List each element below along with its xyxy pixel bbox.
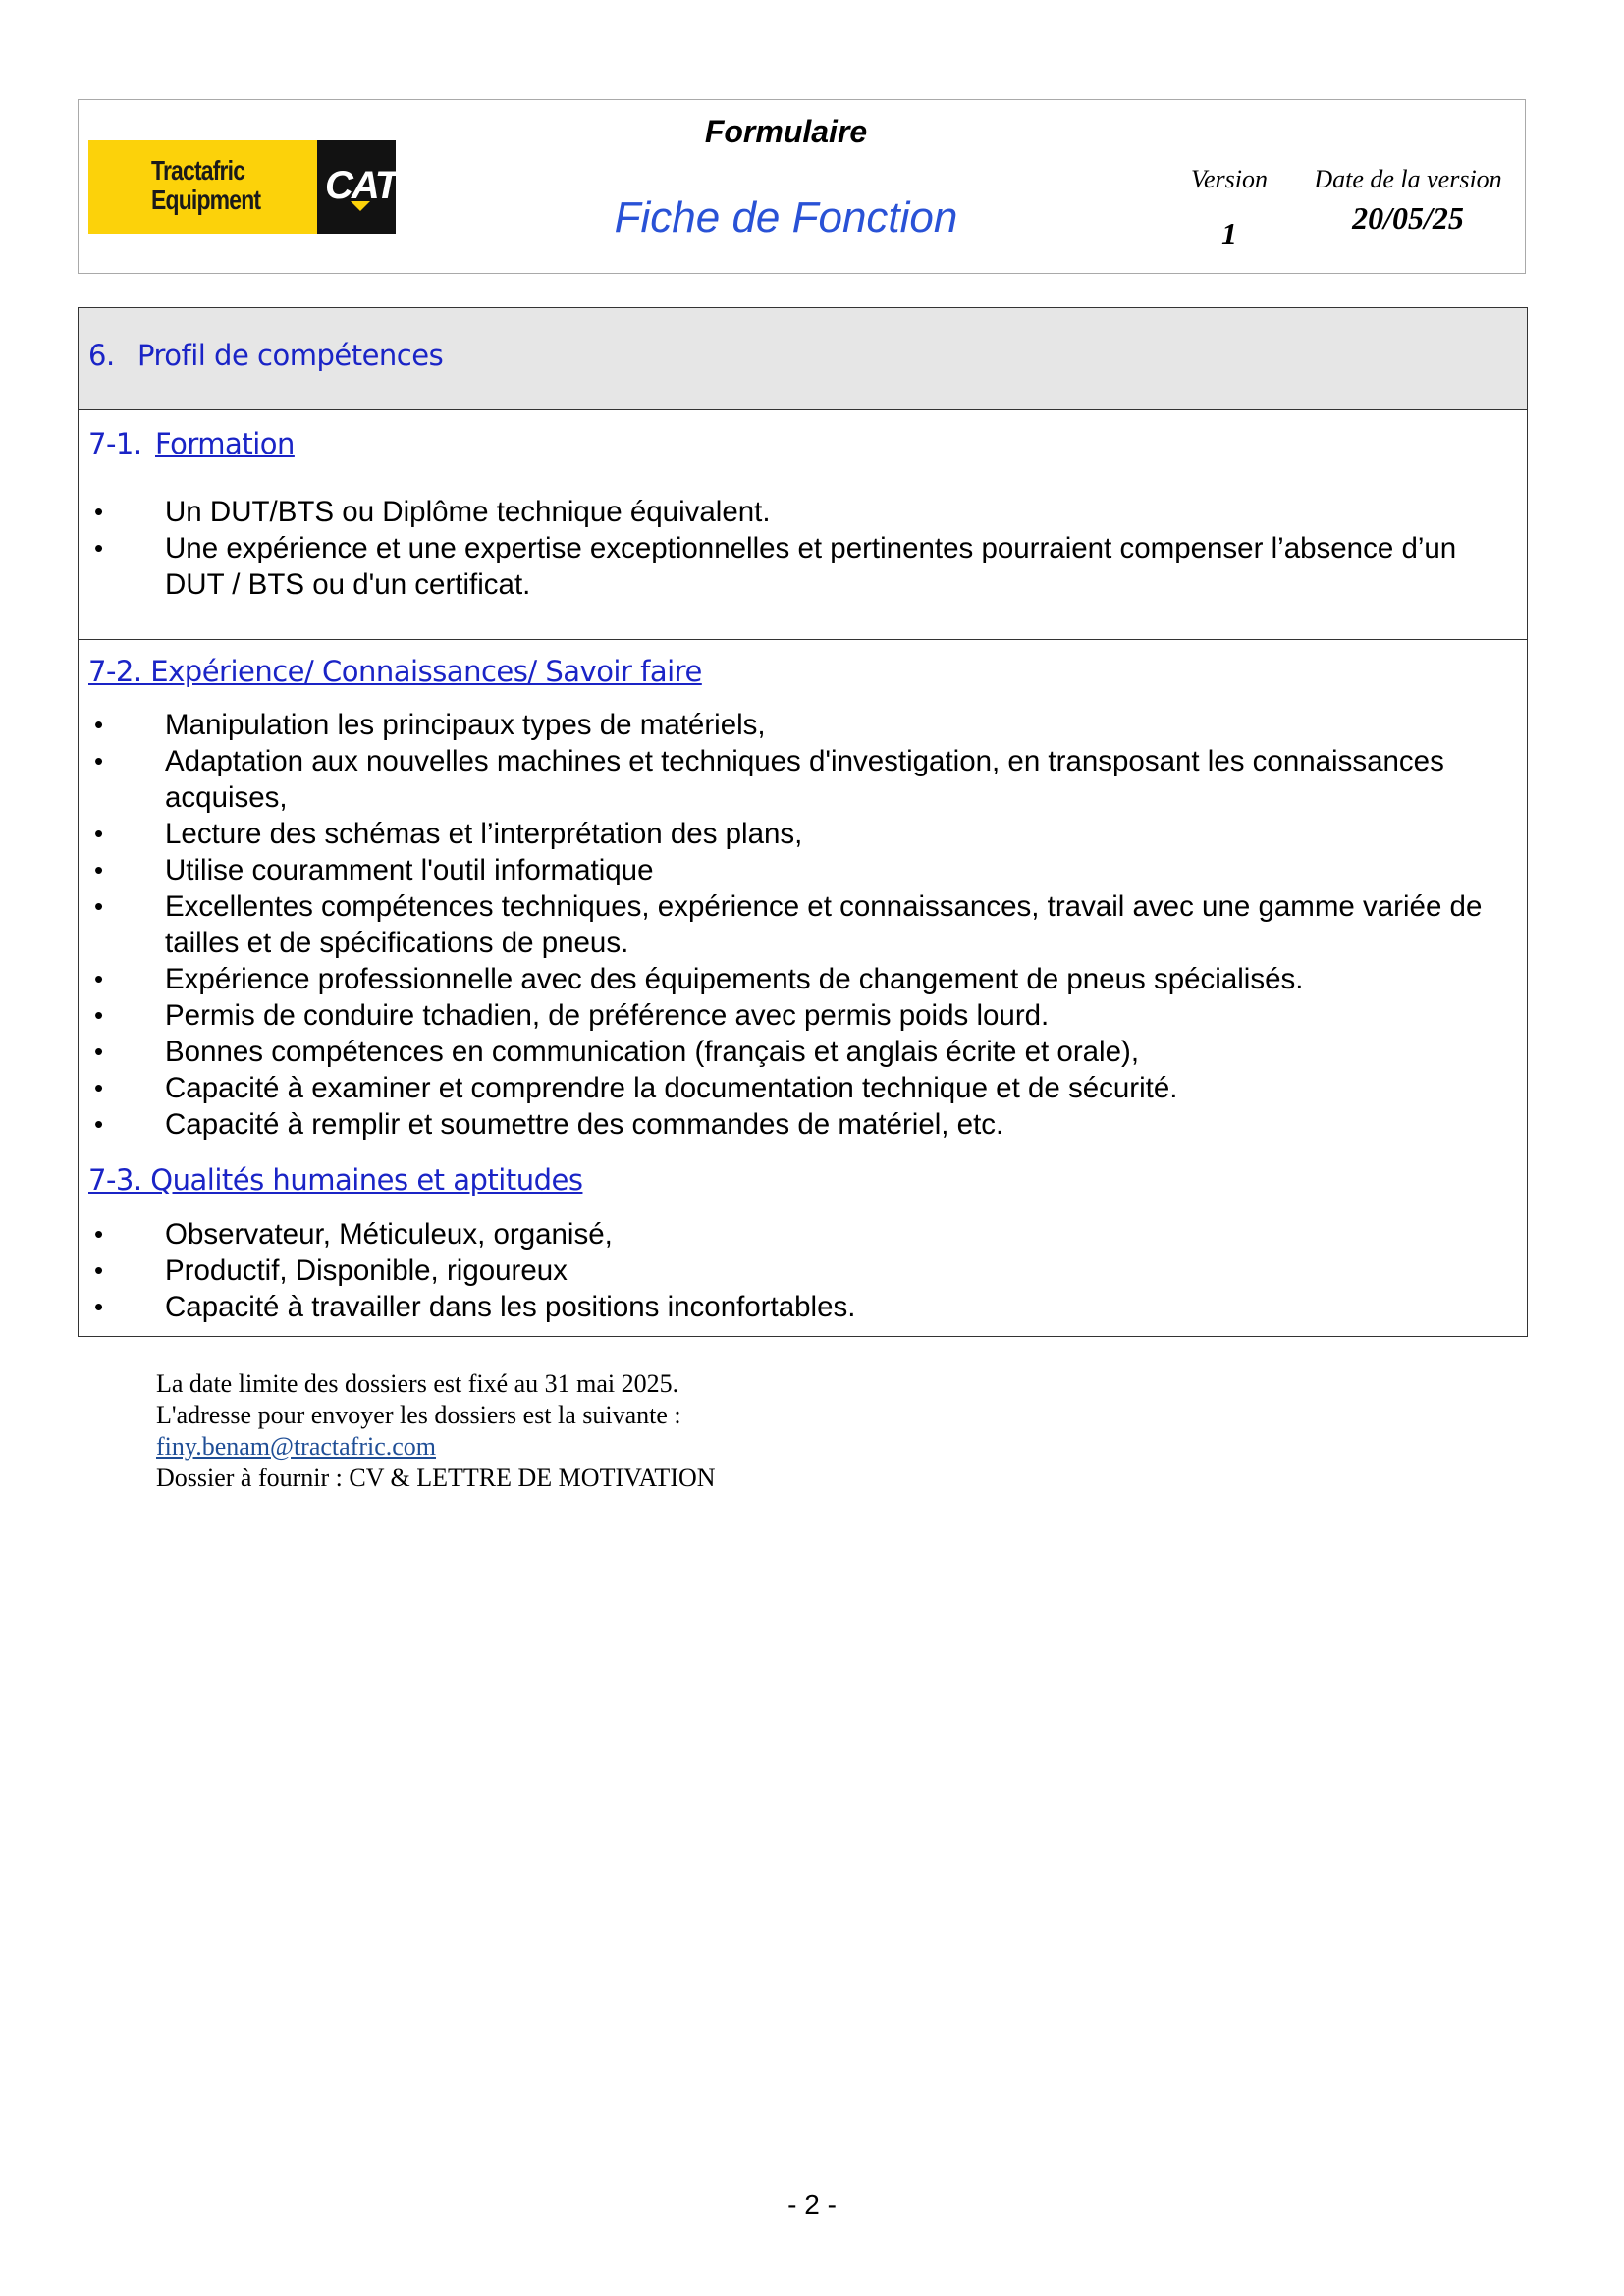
list-item: • Observateur, Méticuleux, organisé, bbox=[88, 1216, 1519, 1253]
logo-wordmark bbox=[151, 156, 260, 215]
list-item: • Lecture des schémas et l’interprétation des plans, bbox=[88, 816, 1519, 852]
cat-logo bbox=[317, 140, 396, 234]
list-item: • Bonnes compétences en communication (français et anglais écrite et orale), bbox=[88, 1034, 1519, 1070]
list-item: • Une expérience et une expertise exceptionnelles et pertinentes pourraient compenser l’absence d’un DUT / BTS ou d'un certificat. bbox=[88, 530, 1519, 603]
list-item: • Utilise couramment l'outil informatique bbox=[88, 852, 1519, 888]
doc-title-cell bbox=[405, 161, 1167, 272]
formation-number: 7-1. bbox=[88, 427, 142, 460]
experience-row bbox=[79, 640, 1527, 1148]
formation-heading bbox=[88, 427, 295, 460]
formation-row bbox=[79, 410, 1527, 640]
qualites-row bbox=[79, 1148, 1527, 1335]
formation-list bbox=[88, 494, 1519, 603]
version-label: Version bbox=[1191, 165, 1268, 193]
experience-list bbox=[88, 707, 1519, 1143]
qualites-heading: 7-3. Qualités humaines et aptitudes bbox=[88, 1163, 583, 1197]
list-item: • Un DUT/BTS ou Diplôme technique équivalent. bbox=[88, 494, 1519, 530]
list-item: • Expérience professionnelle avec des équipements de changement de pneus spécialisés. bbox=[88, 961, 1519, 997]
list-item: • Capacité à examiner et comprendre la documentation technique et de sécurité. bbox=[88, 1070, 1519, 1106]
version-value: 1 bbox=[1221, 216, 1237, 251]
tractafric-logo bbox=[88, 140, 396, 234]
list-item: • Capacité à remplir et soumettre des commandes de matériel, etc. bbox=[88, 1106, 1519, 1143]
section-number: 6. bbox=[88, 339, 115, 372]
address-intro-text: L'adresse pour envoyer les dossiers est la suivante : bbox=[156, 1401, 681, 1429]
deadline-text: La date limite des dossiers est fixé au 31 mai 2025. bbox=[156, 1369, 679, 1398]
qualites-list bbox=[88, 1216, 1519, 1325]
logo-cell bbox=[79, 100, 405, 272]
page-number: - 2 - bbox=[787, 2189, 837, 2219]
header-blank-cell bbox=[1167, 100, 1525, 161]
application-notes bbox=[156, 1368, 716, 1494]
doc-title: Fiche de Fonction bbox=[614, 193, 958, 241]
document-header bbox=[78, 99, 1526, 274]
logo-line-1: Tractafric bbox=[151, 155, 245, 186]
list-item: • Adaptation aux nouvelles machines et techniques d'investigation, en transposant les connaissances acquises, bbox=[88, 743, 1519, 816]
version-date-value-cell bbox=[1291, 196, 1525, 272]
version-value-cell bbox=[1167, 196, 1291, 272]
email-link[interactable]: finy.benam@tractafric.com bbox=[156, 1432, 437, 1461]
experience-heading: 7-2. Expérience/ Connaissances/ Savoir faire bbox=[88, 655, 702, 688]
version-date-value: 20/05/25 bbox=[1352, 200, 1464, 236]
section-title bbox=[88, 339, 443, 372]
list-item: • Manipulation les principaux types de matériels, bbox=[88, 707, 1519, 743]
version-date-label-cell bbox=[1291, 161, 1525, 196]
documents-text: Dossier à fournir : CV & LETTRE DE MOTIVATION bbox=[156, 1464, 716, 1492]
version-label-cell bbox=[1167, 161, 1291, 196]
formation-title: Formation bbox=[155, 427, 295, 460]
list-item: • Capacité à travailler dans les positions inconfortables. bbox=[88, 1289, 1519, 1325]
list-item: • Permis de conduire tchadien, de préférence avec permis poids lourd. bbox=[88, 997, 1519, 1034]
version-date-label: Date de la version bbox=[1314, 165, 1502, 193]
section-header-row bbox=[79, 308, 1527, 410]
cat-triangle-icon bbox=[351, 201, 370, 211]
form-label: Formulaire bbox=[704, 114, 868, 149]
form-label-cell bbox=[405, 100, 1167, 161]
competence-table bbox=[78, 307, 1528, 1337]
list-item: • Productif, Disponible, rigoureux bbox=[88, 1253, 1519, 1289]
section-title-text: Profil de compétences bbox=[137, 339, 444, 372]
cat-wordmark: CAT bbox=[325, 164, 398, 207]
logo-line-2: Equipment bbox=[151, 185, 261, 215]
list-item: • Excellentes compétences techniques, expérience et connaissances, travail avec une gamme variée de tailles et de spécifications de pneus. bbox=[88, 888, 1519, 961]
